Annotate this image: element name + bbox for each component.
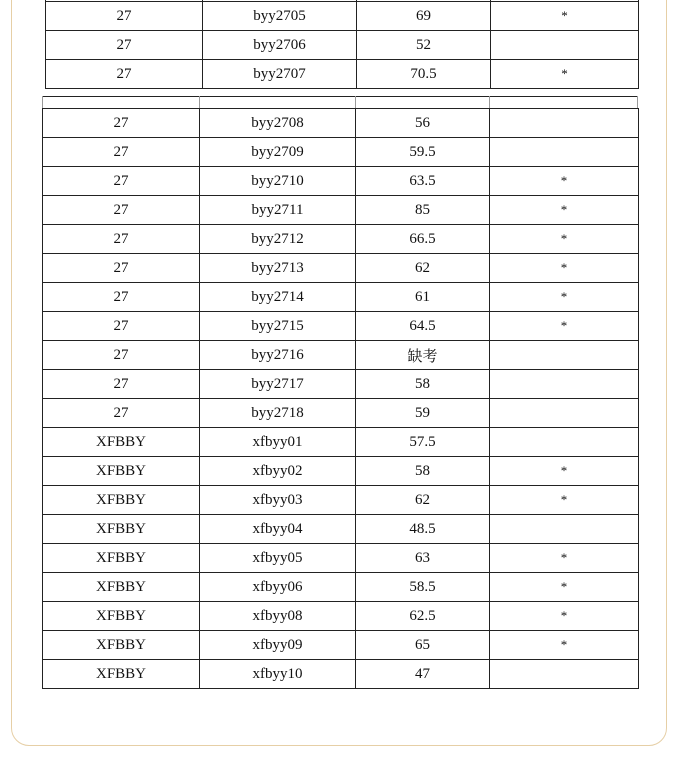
student-id-cell: byy2709 [200,138,356,167]
pass-mark-cell: * [490,457,639,486]
student-id-cell: xfbyy01 [200,428,356,457]
table-row [43,573,639,602]
student-id-cell: byy2716 [200,341,356,370]
table-row [46,31,639,60]
score-cell: 59.5 [356,138,490,167]
score-cell: 58 [356,457,490,486]
pass-mark-cell [491,31,639,60]
student-id-cell: byy2712 [200,225,356,254]
class-cell: XFBBY [43,631,200,660]
student-id-cell: xfbyy09 [200,631,356,660]
table-row [43,602,639,631]
pass-mark-cell: * [490,167,639,196]
class-cell: XFBBY [43,573,200,602]
score-table-bottom [42,108,639,689]
student-id-cell: byy2707 [203,60,357,89]
class-cell: XFBBY [43,515,200,544]
score-cell: 62 [356,254,490,283]
pass-mark-cell: * [490,631,639,660]
student-id-cell: xfbyy03 [200,486,356,515]
page-break-line [42,96,638,97]
score-table-bottom-body [43,109,639,689]
score-cell: 47 [356,660,490,689]
class-cell: 27 [43,196,200,225]
table-row [43,428,639,457]
student-id-cell: byy2714 [200,283,356,312]
class-cell: 27 [43,312,200,341]
student-id-cell: byy2713 [200,254,356,283]
student-id-cell: xfbyy04 [200,515,356,544]
pass-mark-cell [490,341,639,370]
student-id-cell: xfbyy08 [200,602,356,631]
class-cell: 27 [43,370,200,399]
class-cell: 27 [43,138,200,167]
class-cell: XFBBY [43,428,200,457]
page-break-tick [199,96,200,108]
table-row [43,312,639,341]
class-cell: 27 [43,341,200,370]
table-row [43,167,639,196]
score-cell: 69 [357,2,491,31]
class-cell: 27 [43,167,200,196]
score-cell: 58.5 [356,573,490,602]
pass-mark-cell: * [490,196,639,225]
score-table-top-body [46,0,639,89]
score-cell: 62 [356,486,490,515]
table-row [46,60,639,89]
table-row [43,254,639,283]
score-cell: 64.5 [356,312,490,341]
score-cell: 85 [356,196,490,225]
pass-mark-cell [490,660,639,689]
pass-mark-cell: * [490,602,639,631]
score-cell: 66.5 [356,225,490,254]
pass-mark-cell [490,370,639,399]
student-id-cell: xfbyy06 [200,573,356,602]
student-id-cell: byy2718 [200,399,356,428]
class-cell: 27 [43,225,200,254]
page-break-tick [355,96,356,108]
table-row [43,660,639,689]
score-cell: 56 [356,109,490,138]
table-row [43,225,639,254]
score-table-top [45,0,639,89]
score-cell: 61 [356,283,490,312]
page-break-tick [489,96,490,108]
class-cell: 27 [43,283,200,312]
class-cell: 27 [43,399,200,428]
table-row [43,515,639,544]
table-row [43,486,639,515]
table-row [43,138,639,167]
pass-mark-cell [490,428,639,457]
student-id-cell: xfbyy10 [200,660,356,689]
class-cell: XFBBY [43,544,200,573]
student-id-cell: byy2711 [200,196,356,225]
table-row [43,370,639,399]
table-row [43,399,639,428]
pass-mark-cell: * [490,486,639,515]
pass-mark-cell [490,109,639,138]
score-cell: 58 [356,370,490,399]
pass-mark-cell: * [490,573,639,602]
table-row [43,457,639,486]
pass-mark-cell [490,399,639,428]
score-cell: 70.5 [357,60,491,89]
pass-mark-cell: * [490,225,639,254]
table-row [43,544,639,573]
student-id-cell: byy2705 [203,2,357,31]
page-break-strip [42,91,638,108]
student-id-cell: byy2715 [200,312,356,341]
score-cell: 缺考 [356,341,490,370]
student-id-cell: byy2706 [203,31,357,60]
score-cell: 65 [356,631,490,660]
student-id-cell: xfbyy05 [200,544,356,573]
score-cell: 57.5 [356,428,490,457]
pass-mark-cell: * [490,283,639,312]
table-row [43,341,639,370]
score-cell: 62.5 [356,602,490,631]
student-id-cell: byy2717 [200,370,356,399]
pass-mark-cell: * [491,2,639,31]
table-row [43,631,639,660]
score-cell: 63 [356,544,490,573]
score-cell: 52 [357,31,491,60]
class-cell: XFBBY [43,602,200,631]
class-cell: 27 [43,254,200,283]
pass-mark-cell: * [490,544,639,573]
pass-mark-cell: * [490,312,639,341]
class-cell: XFBBY [43,457,200,486]
score-cell: 48.5 [356,515,490,544]
student-id-cell: byy2710 [200,167,356,196]
class-cell: 27 [46,60,203,89]
class-cell: 27 [43,109,200,138]
pass-mark-cell [490,138,639,167]
class-cell: XFBBY [43,486,200,515]
table-row [46,2,639,31]
page-break-tick [42,96,43,108]
table-row [43,196,639,225]
student-id-cell: xfbyy02 [200,457,356,486]
score-cell: 59 [356,399,490,428]
score-cell: 63.5 [356,167,490,196]
pass-mark-cell: * [490,254,639,283]
table-row [43,283,639,312]
class-cell: 27 [46,31,203,60]
table-row [43,109,639,138]
student-id-cell: byy2708 [200,109,356,138]
pass-mark-cell: * [491,60,639,89]
class-cell: XFBBY [43,660,200,689]
pass-mark-cell [490,515,639,544]
page-break-tick [637,96,638,108]
class-cell: 27 [46,2,203,31]
